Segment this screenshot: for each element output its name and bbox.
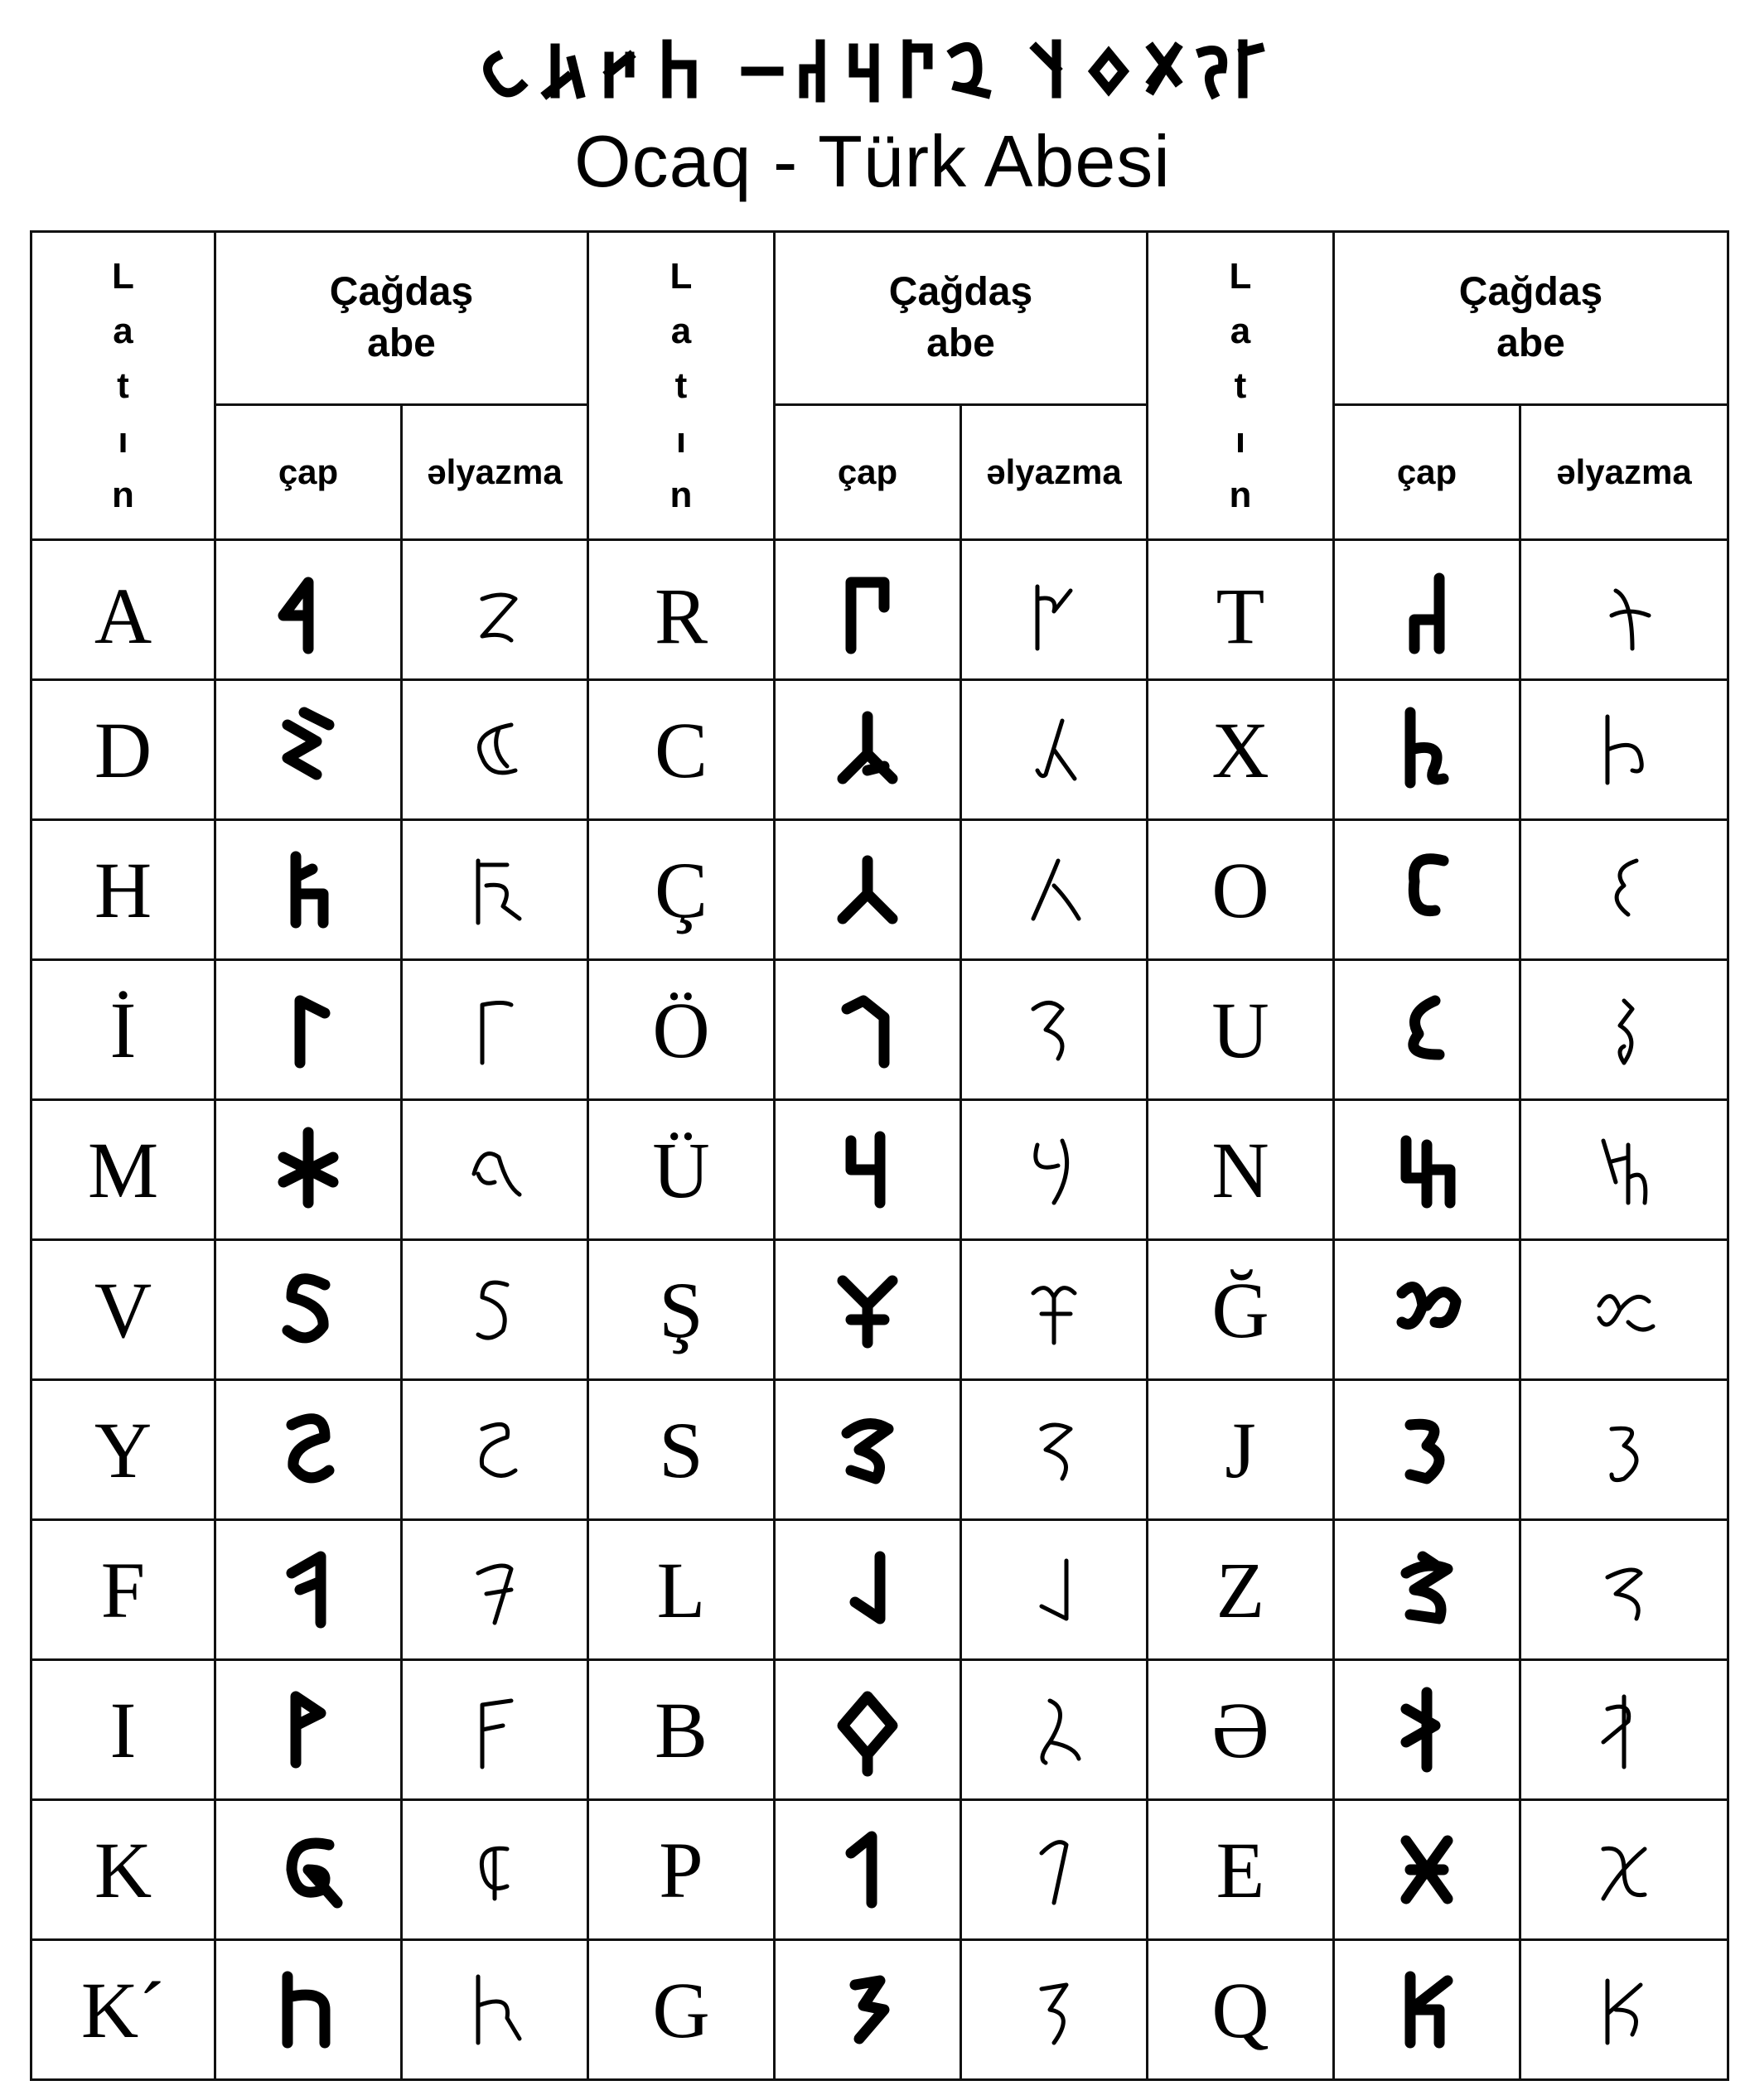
hook-rune-print-icon — [775, 540, 961, 680]
latin-letter: F — [31, 1520, 215, 1660]
latin-letter: J — [1148, 1380, 1334, 1520]
swirl-rune-handwritten-icon — [402, 1800, 588, 1940]
table-row — [31, 1800, 1728, 1940]
one-rune-print-icon — [775, 1800, 961, 1940]
x-rune-handwritten-icon — [1520, 1800, 1728, 1940]
arrow-rune-print-icon — [1334, 1660, 1520, 1800]
loop-rune-print-icon — [1334, 960, 1520, 1100]
title-block — [0, 0, 1745, 224]
latin-letter: K´ — [31, 1940, 215, 2080]
latin-letter: I — [31, 1660, 215, 1800]
hook-down-rune-handwritten-icon — [961, 960, 1148, 1100]
table-row — [31, 680, 1728, 820]
diamond-rune-print-icon — [775, 1660, 961, 1800]
latin-letter: O — [1148, 820, 1334, 960]
table-header — [31, 232, 1728, 540]
handwriting-header: əlyazma — [961, 405, 1148, 540]
h-rune-print-icon — [215, 820, 402, 960]
h-rune-handwritten-icon — [402, 820, 588, 960]
swirl-rune-print-icon — [215, 1800, 402, 1940]
latin-header-2: L a t ı n — [588, 232, 775, 540]
flag-rune-handwritten-icon — [402, 540, 588, 680]
fork-rune-print-icon — [775, 820, 961, 960]
seven-rune-print-icon — [215, 1520, 402, 1660]
gate-rune-print-icon — [1334, 540, 1520, 680]
hook-3-rune-print-icon — [775, 1940, 961, 2080]
latin-letter: M — [31, 1100, 215, 1240]
table-row — [31, 960, 1728, 1100]
table-row — [31, 1380, 1728, 1520]
one-rune-handwritten-icon — [961, 1800, 1148, 1940]
old-turkic-title-icon — [464, 23, 1276, 114]
table-row — [31, 1520, 1728, 1660]
table-row — [31, 1940, 1728, 2080]
latin-letter: C — [588, 680, 775, 820]
group-header-3: Çağdaş abe — [1334, 232, 1728, 405]
star-rune-print-icon — [215, 1100, 402, 1240]
s-rune-print-icon — [215, 1240, 402, 1380]
yoke-rune-handwritten-icon — [961, 1240, 1148, 1380]
diamond-rune-handwritten-icon — [961, 1660, 1148, 1800]
latin-letter: Ğ — [1148, 1240, 1334, 1380]
latin-header-3: L a t ı n — [1148, 232, 1334, 540]
latin-letter: H — [31, 820, 215, 960]
h-loop-rune-handwritten-icon — [1520, 680, 1728, 820]
curl-rune-print-icon — [1334, 820, 1520, 960]
flag-f-rune-print-icon — [215, 1660, 402, 1800]
table-row — [31, 1240, 1728, 1380]
flag-rune-print-icon — [215, 540, 402, 680]
l-hook-rune-handwritten-icon — [961, 1520, 1148, 1660]
chair-rune-handwritten-icon — [961, 1100, 1148, 1240]
corner-rune-handwritten-icon — [402, 960, 588, 1100]
k-rune-handwritten-icon — [1520, 1940, 1728, 2080]
corner-rune-print-icon — [215, 960, 402, 1100]
yoke-rune-print-icon — [775, 1240, 961, 1380]
handwriting-header: əlyazma — [402, 405, 588, 540]
hook-rune-handwritten-icon — [961, 540, 1148, 680]
arch-rune-print-icon — [215, 1940, 402, 2080]
group-header-2: Çağdaş abe — [775, 232, 1148, 405]
hook-down-rune-print-icon — [775, 960, 961, 1100]
table-row — [31, 540, 1728, 680]
latin-letter: V — [31, 1240, 215, 1380]
double-curl-rune-print-icon — [1334, 1240, 1520, 1380]
zigzag-rune-print-icon — [215, 680, 402, 820]
latin-letter: X — [1148, 680, 1334, 820]
latin-letter: Ü — [588, 1100, 775, 1240]
latin-letter: S — [588, 1380, 775, 1520]
latin-letter: P — [588, 1800, 775, 1940]
chair-rune-print-icon — [775, 1100, 961, 1240]
s-rune-handwritten-icon — [402, 1240, 588, 1380]
fork-tilde-rune-print-icon — [775, 680, 961, 820]
x-rune-print-icon — [1334, 1800, 1520, 1940]
k-rune-print-icon — [1334, 1940, 1520, 2080]
arch-rune-handwritten-icon — [402, 1940, 588, 2080]
alphabet-table — [30, 230, 1729, 2081]
table-row — [31, 820, 1728, 960]
star-rune-handwritten-icon — [402, 1100, 588, 1240]
wave-z-rune-print-icon — [1334, 1520, 1520, 1660]
latin-letter: U — [1148, 960, 1334, 1100]
latin-letter: Ç — [588, 820, 775, 960]
fork-tilde-rune-handwritten-icon — [961, 680, 1148, 820]
latin-letter: L — [588, 1520, 775, 1660]
zigzag-rune-handwritten-icon — [402, 680, 588, 820]
latin-letter: İ — [31, 960, 215, 1100]
latin-letter: N — [1148, 1100, 1334, 1240]
latin-letter: K — [31, 1800, 215, 1940]
latin-letter: Ə — [1148, 1660, 1334, 1800]
double-h-rune-print-icon — [1334, 1100, 1520, 1240]
table-row — [31, 1660, 1728, 1800]
print-header: çap — [215, 405, 402, 540]
l-hook-rune-print-icon — [775, 1520, 961, 1660]
latin-letter: Q — [1148, 1940, 1334, 2080]
latin-letter: Ö — [588, 960, 775, 1100]
reverse-s-rune-print-icon — [215, 1380, 402, 1520]
curl-rune-handwritten-icon — [1520, 820, 1728, 960]
gate-rune-handwritten-icon — [1520, 540, 1728, 680]
flag-f-rune-handwritten-icon — [402, 1660, 588, 1800]
hook-3-rune-handwritten-icon — [961, 1940, 1148, 2080]
latin-letter: R — [588, 540, 775, 680]
script-title-glyphs — [464, 23, 1276, 114]
latin-letter: E — [1148, 1800, 1334, 1940]
double-curl-rune-handwritten-icon — [1520, 1240, 1728, 1380]
latin-letter: D — [31, 680, 215, 820]
table-row — [31, 1100, 1728, 1240]
latin-header-1: L a t ı n — [31, 232, 215, 540]
latin-letter: A — [31, 540, 215, 680]
group-header-1: Çağdaş abe — [215, 232, 588, 405]
table-body — [31, 540, 1728, 2080]
handwriting-header: əlyazma — [1520, 405, 1728, 540]
latin-letter: Y — [31, 1380, 215, 1520]
latin-letter: Z — [1148, 1520, 1334, 1660]
three-rune-print-icon — [1334, 1380, 1520, 1520]
arrow-rune-handwritten-icon — [1520, 1660, 1728, 1800]
wave-s-rune-handwritten-icon — [961, 1380, 1148, 1520]
loop-rune-handwritten-icon — [1520, 960, 1728, 1100]
fork-rune-handwritten-icon — [961, 820, 1148, 960]
latin-letter: T — [1148, 540, 1334, 680]
wave-z-rune-handwritten-icon — [1520, 1520, 1728, 1660]
page-title: Ocaq - Türk Abesi — [574, 120, 1171, 202]
latin-letter: B — [588, 1660, 775, 1800]
reverse-s-rune-handwritten-icon — [402, 1380, 588, 1520]
print-header: çap — [775, 405, 961, 540]
three-rune-handwritten-icon — [1520, 1380, 1728, 1520]
latin-letter: Ş — [588, 1240, 775, 1380]
wave-s-rune-print-icon — [775, 1380, 961, 1520]
seven-rune-handwritten-icon — [402, 1520, 588, 1660]
latin-letter: G — [588, 1940, 775, 2080]
h-loop-rune-print-icon — [1334, 680, 1520, 820]
print-header: çap — [1334, 405, 1520, 540]
double-h-rune-handwritten-icon — [1520, 1100, 1728, 1240]
